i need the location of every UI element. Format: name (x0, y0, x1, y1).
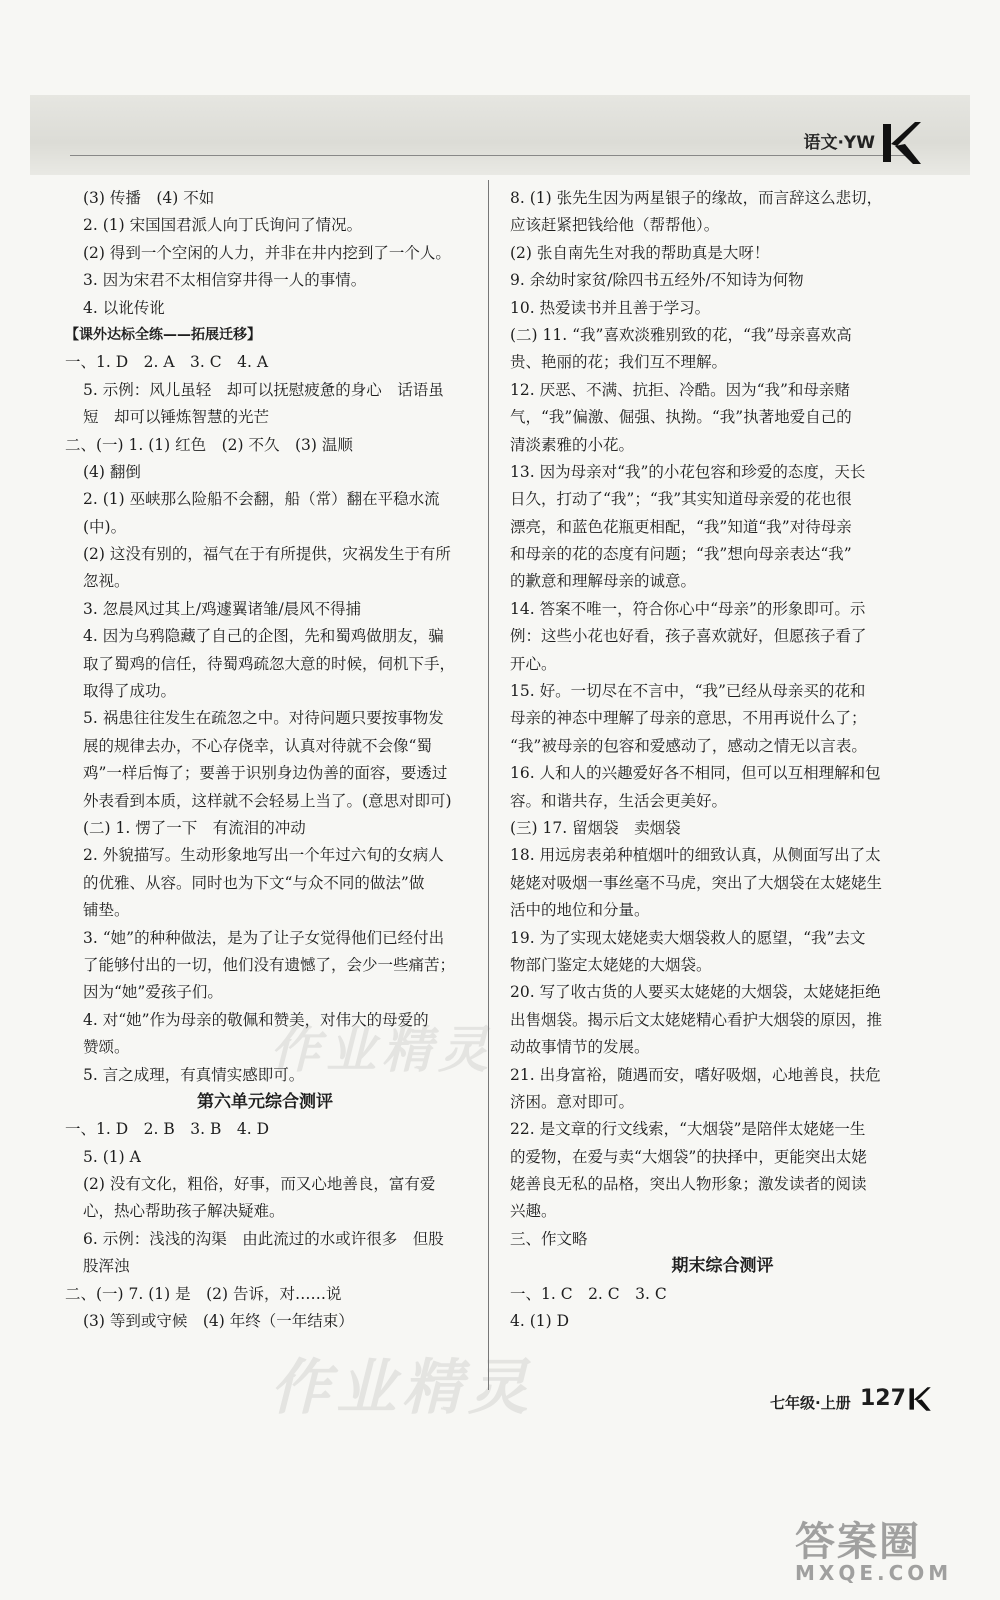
answer-line: 母亲的神态中理解了母亲的意思，不用再说什么了； (510, 709, 867, 728)
answer-line: 4. 因为乌鸦隐藏了自己的企图，先和蜀鸡做朋友，骗 (83, 627, 444, 646)
section-heading: 期末综合测评 (671, 1256, 774, 1277)
answer-line: 16. 人和人的兴趣爱好各不相同，但可以互相理解和包 (510, 764, 881, 783)
answer-line: 10. 热爱读书并且善于学习。 (510, 298, 711, 317)
right-column (510, 185, 935, 1335)
answer-line: 2. (1) 巫峡那么险船不会翻，船（常）翻在平稳水流 (83, 490, 440, 509)
subject-label: 语文·YW (803, 133, 875, 153)
answer-line: 股浑浊 (83, 1257, 130, 1276)
answer-line: (二) 11. “我”喜欢淡雅别致的花，“我”母亲喜欢高 (510, 325, 852, 344)
answer-line: (2) 张自南先生对我的帮助真是大呀！ (510, 243, 770, 262)
answer-line: 4. (1) D (510, 1312, 570, 1331)
answer-line: 8. (1) 张先生因为两星银子的缘故，而言辞这么悲切， (510, 189, 883, 207)
answer-line: 5. 示例：风儿虽轻 却可以抚慰疲惫的身心 话语虽 (83, 380, 444, 399)
answer-line: 的歉意和理解母亲的诚意。 (510, 572, 697, 591)
answer-line: 4. 以讹传讹 (83, 298, 165, 317)
answer-line: 的爱物，在爱与卖“大烟袋”的抉择中，更能突出太姥 (510, 1147, 867, 1166)
answer-line: 姥善良无私的品格，突出人物形象；激发读者的阅读 (510, 1175, 867, 1194)
answer-line: (2) 这没有别的，福气在于有所提供，灾祸发生于有所 (83, 545, 451, 564)
answer-line: (中)。 (83, 517, 127, 536)
answer-line: 4. 对“她”作为母亲的敬佩和赞美，对伟大的母爱的 (83, 1010, 429, 1029)
answer-line: 日久，打动了“我”；“我”其实知道母亲爱的花也很 (510, 490, 852, 509)
answer-line: 20. 写了收古货的人要买太姥姥的大烟袋，太姥姥拒绝 (510, 983, 881, 1002)
answer-line: 二、(一) 7. (1) 是 (2) 告诉，对……说 (65, 1284, 342, 1303)
answer-line: 开心。 (510, 654, 557, 673)
answer-line: 19. 为了实现太姥姥卖大烟袋救人的愿望，“我”去文 (510, 928, 866, 947)
answer-line: 活中的地位和分量。 (510, 901, 650, 920)
answer-line: (4) 翻倒 (83, 462, 141, 481)
answer-line: 漂亮，和蓝色花瓶更相配，“我”知道“我”对待母亲 (510, 517, 852, 536)
answer-line: 三、作文略 (510, 1229, 588, 1248)
watermark-mid: 作业精灵 (270, 1021, 494, 1079)
answer-line: 忽视。 (83, 572, 130, 591)
answer-line: 心，热心帮助孩子解决疑难。 (83, 1202, 285, 1221)
brand-logo-icon (905, 1385, 933, 1413)
answer-line: 的优雅、从容。同时也为下文“与众不同的做法”做 (83, 873, 425, 892)
answer-line: 6. 示例：浅浅的沟渠 由此流过的水或许很多 但股 (83, 1229, 444, 1248)
answer-line: 15. 好。一切尽在不言中，“我”已经从母亲买的花和 (510, 682, 866, 701)
answer-line: (二) 1. 愣了一下 有流泪的冲动 (83, 818, 306, 837)
answer-line: 外表看到本质，这样就不会轻易上当了。(意思对即可) (83, 791, 452, 810)
answer-line: “我”被母亲的包容和爱感动了，感动之情无以言表。 (510, 736, 867, 755)
answer-line: 兴趣。 (510, 1202, 557, 1221)
answer-line: 取了蜀鸡的信任，待蜀鸡疏忽大意的时候，伺机下手， (83, 654, 456, 673)
answer-line: 赞颂。 (83, 1038, 130, 1057)
answer-line: 铺垫。 (83, 901, 130, 920)
answer-line: 短 却可以锤炼智慧的光芒 (83, 408, 270, 427)
answer-line: 取得了成功。 (83, 682, 177, 701)
answer-line: 姥姥对吸烟一事丝毫不马虎，突出了大烟袋在太姥姥生 (510, 873, 883, 892)
answer-line: 2. 外貌描写。生动形象地写出一个年过六旬的女病人 (83, 846, 444, 865)
answer-line: 5. 祸患往往发生在疏忽之中。对待问题只要按事物发 (83, 709, 444, 728)
answer-line: (3) 等到或守候 (4) 年终（一年结束） (83, 1312, 354, 1331)
answer-line: 鸡”一样后悔了；要善于识别身边伪善的面容，要透过 (83, 764, 448, 783)
answer-line: 21. 出身富裕，随遇而安，嗜好吸烟，心地善良，扶危 (510, 1065, 881, 1084)
answer-line: 容。和谐共存，生活会更美好。 (510, 791, 728, 810)
grade-label: 七年级·上册 (770, 1394, 851, 1412)
answer-line: 3. “她”的种种做法，是为了让子女觉得他们已经付出 (83, 928, 445, 947)
answer-line: 2. (1) 宋国国君派人向丁氏询问了情况。 (83, 216, 363, 235)
answer-line: 应该赶紧把钱给他（帮帮他）。 (510, 216, 720, 235)
answer-line: (3) 传播 (4) 不如 (83, 189, 215, 207)
section-tag: 【课外达标全练——拓展迁移】 (65, 326, 261, 343)
answer-line: 18. 用远房表弟种植烟叶的细致认真，从侧面写出了太 (510, 846, 881, 865)
answer-line: 22. 是文章的行文线索，“大烟袋”是陪伴太姥姥一生 (510, 1120, 866, 1139)
page-number: 127 (860, 1386, 906, 1411)
answer-line: 动故事情节的发展。 (510, 1038, 650, 1057)
answer-line: (2) 没有文化，粗俗，好事，而又心地善良，富有爱 (83, 1175, 436, 1194)
answer-line: 13. 因为母亲对“我”的小花包容和珍爱的态度，天长 (510, 462, 866, 481)
section-heading: 第六单元综合测评 (197, 1091, 333, 1112)
answer-line: 5. (1) A (83, 1147, 141, 1166)
left-column (65, 185, 465, 1335)
answer-line: 3. 忽晨风过其上/鸡遽翼诸雏/晨风不得捕 (83, 599, 362, 618)
answer-line: 和母亲的花的态度有问题；“我”想向母亲表达“我” (510, 545, 852, 564)
answer-line: (三) 17. 留烟袋 卖烟袋 (510, 818, 681, 837)
answer-line: 一、1. D 2. B 3. B 4. D (65, 1120, 269, 1139)
answer-line: 二、(一) 1. (1) 红色 (2) 不久 (3) 温顺 (65, 435, 353, 454)
corner-watermark-url: MXQE.COM (795, 1561, 953, 1585)
answer-line: (2) 得到一个空闲的人力，并非在井内挖到了一个人。 (83, 243, 451, 262)
answer-line: 因为“她”爱孩子们。 (83, 983, 223, 1002)
answer-line: 一、1. D 2. A 3. C 4. A (65, 353, 269, 372)
column-divider (488, 180, 489, 1390)
answer-line: 9. 余幼时家贫/除四书五经外/不知诗为何物 (510, 271, 804, 290)
corner-watermark (795, 1510, 952, 1585)
answer-line: 出售烟袋。揭示后文太姥姥精心看护大烟袋的原因，推 (510, 1010, 883, 1029)
answer-line: 济困。意对即可。 (510, 1092, 635, 1111)
answer-line: 清淡素雅的小花。 (510, 435, 635, 454)
watermark-bottom: 作业精灵 (270, 1353, 534, 1423)
answer-line: 例：这些小花也好看，孩子喜欢就好，但愿孩子看了 (510, 627, 867, 646)
answer-line: 物部门鉴定太姥姥的大烟袋。 (510, 955, 712, 974)
answer-line: 展的规律去办，不心存侥幸，认真对待就不会像“蜀 (83, 736, 432, 755)
answer-line: 5. 言之成理，有真情实感即可。 (83, 1065, 305, 1084)
answer-line: 了能够付出的一切，他们没有遗憾了，会少一些痛苦； (83, 955, 456, 974)
answer-line: 贵、艳丽的花；我们互不理解。 (510, 353, 728, 372)
answer-line: 气，“我”偏激、倔强、执拗。“我”执著地爱自己的 (510, 408, 852, 427)
header-rule (70, 155, 905, 156)
answer-line: 12. 厌恶、不满、抗拒、冷酷。因为“我”和母亲赌 (510, 380, 850, 399)
answer-line: 14. 答案不唯一，符合你心中“母亲”的形象即可。示 (510, 599, 866, 618)
answer-line: 3. 因为宋君不太相信穿井得一人的事情。 (83, 271, 367, 290)
brand-logo-icon (875, 118, 925, 168)
answer-line: 一、1. C 2. C 3. C (510, 1284, 667, 1303)
corner-watermark-title: 答案圈 (795, 1519, 921, 1565)
